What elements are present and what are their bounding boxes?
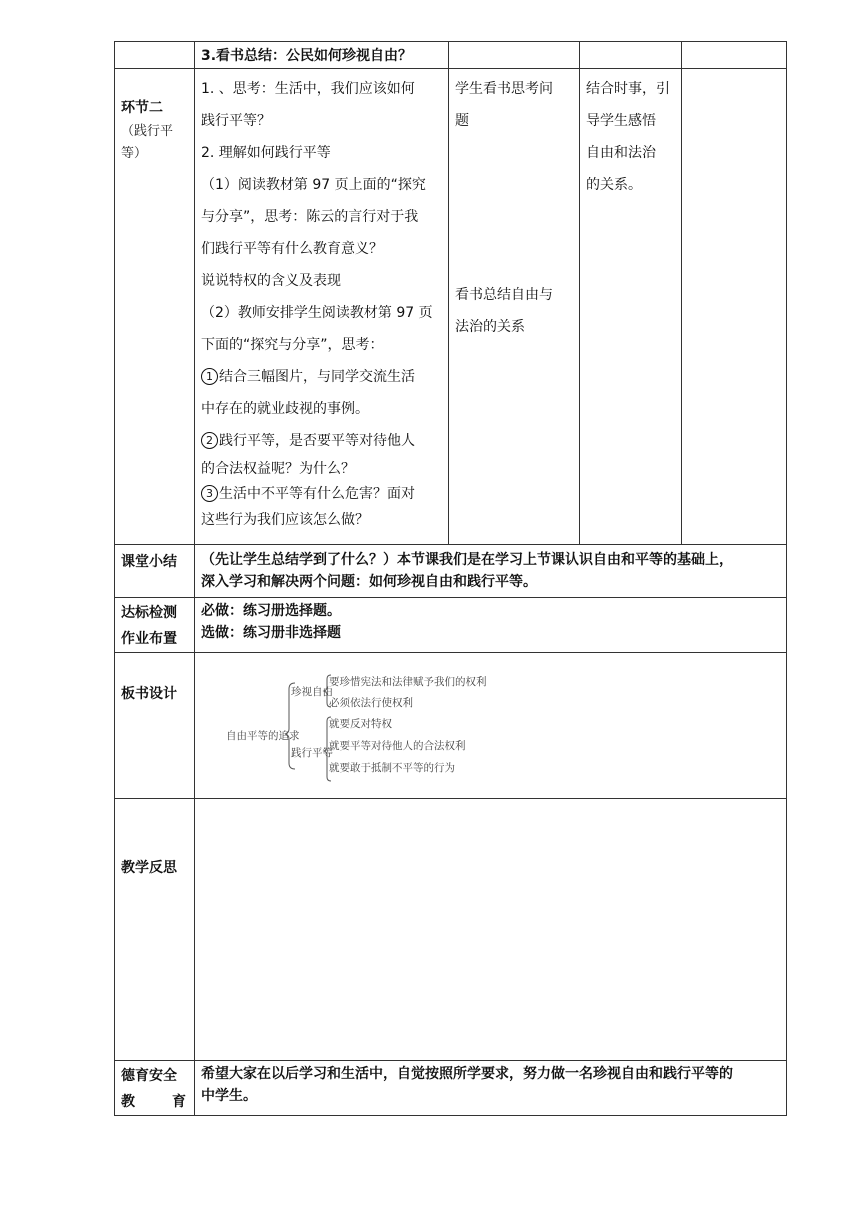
question-text: 生活中不平等有什么危害？面对 (219, 486, 415, 502)
board-branch-2: 践行平等 (291, 747, 333, 759)
intent-line: 结合时事，引 (586, 81, 670, 97)
section2-sublabel-2: 等） (121, 146, 148, 161)
board-diagram (195, 653, 785, 791)
content-line: （2）教师安排学生阅读教材第 97 页 (201, 305, 433, 321)
table-row-moral (115, 1061, 787, 1116)
homework-label-2: 作业布置 (121, 631, 177, 647)
table-row-summary (115, 545, 787, 598)
question-2 (201, 425, 442, 457)
content-line: 2. 理解如何践行平等 (201, 145, 331, 161)
question-1 (201, 361, 442, 393)
circled-number-1: 1 (201, 368, 218, 385)
summary-line-2: 深入学习和解决两个问题：如何珍视自由和践行平等。 (201, 574, 537, 590)
cell-content (195, 42, 449, 69)
section2-sublabel-1: （践行平 (121, 124, 174, 139)
moral-label-2a: 教 (121, 1094, 135, 1110)
moral-label-2 (121, 1089, 188, 1115)
content-line: 下面的“探究与分享”，思考： (201, 337, 384, 353)
board-root: 自由平等的追求 (226, 730, 300, 742)
board-label-cell (115, 653, 195, 799)
branch-2-item: 就要平等对待他人的合法权利 (329, 740, 466, 752)
section2-label-cell (115, 69, 195, 545)
empty-cell (449, 42, 580, 69)
reflection-label: 教学反思 (121, 860, 177, 876)
table-row-board (115, 653, 787, 799)
content-line: 中存在的就业歧视的事例。 (201, 401, 369, 417)
homework-label-1: 达标检测 (121, 605, 177, 621)
content-line: 这些行为我们应该怎么做？ (201, 512, 369, 528)
content-line: 践行平等？ (201, 113, 271, 129)
content-line: 的合法权益呢？为什么？ (201, 461, 355, 477)
board-branch-1: 珍视自由 (291, 686, 333, 698)
table-row-reflection (115, 799, 787, 1061)
section2-label: 环节二 (121, 100, 163, 116)
intent-line: 自由和法治 (586, 145, 656, 161)
moral-label-1: 德育安全 (121, 1068, 177, 1084)
branch-2-item: 就要敢于抵制不平等的行为 (329, 762, 455, 774)
moral-label-2b: 育 (172, 1094, 186, 1110)
question-text: 践行平等，是否要平等对待他人 (219, 433, 415, 449)
empty-cell (682, 69, 787, 545)
empty-cell (580, 42, 682, 69)
circled-number-3: 3 (201, 485, 218, 502)
intent-line: 的关系。 (586, 177, 642, 193)
student-line: 法治的关系 (455, 319, 525, 335)
moral-content-cell (195, 1061, 787, 1116)
branch-1-item: 必须依法行使权利 (329, 697, 413, 709)
reflection-content-cell (195, 799, 787, 1061)
table-row-homework (115, 598, 787, 653)
empty-cell (115, 42, 195, 69)
moral-label-cell (115, 1061, 195, 1116)
homework-content-cell (195, 598, 787, 653)
empty-cell (682, 42, 787, 69)
summary-label: 课堂小结 (121, 554, 177, 570)
student-line: 学生看书思考问 (455, 81, 553, 97)
student-line: 看书总结自由与 (455, 287, 553, 303)
summary-line-1: （先让学生总结学到了什么？）本节课我们是在学习上节课认识自由和平等的基础上， (201, 552, 733, 568)
branch-1-item: 要珍惜宪法和法律赋予我们的权利 (329, 676, 487, 688)
spacer (455, 137, 573, 279)
question-text: 结合三幅图片，与同学交流生活 (219, 369, 415, 385)
question-3 (201, 481, 442, 507)
table-row-continuation (115, 42, 787, 69)
board-label: 板书设计 (121, 686, 177, 702)
moral-line-2: 中学生。 (201, 1088, 257, 1104)
branch-2-item: 就要反对特权 (329, 718, 392, 730)
homework-label-cell (115, 598, 195, 653)
content-line: 说说特权的含义及表现 (201, 273, 341, 289)
section2-content-cell (195, 69, 449, 545)
content-line: （1）阅读教材第 97 页上面的“探究 (201, 177, 426, 193)
summary-label-cell (115, 545, 195, 598)
lesson-plan-table (114, 41, 787, 1116)
table-row-section2 (115, 69, 787, 545)
intent-line: 导学生感悟 (586, 113, 656, 129)
step-3-text: 3.看书总结：公民如何珍视自由？ (201, 48, 413, 64)
circled-number-2: 2 (201, 432, 218, 449)
board-diagram-cell (195, 653, 787, 799)
summary-content-cell (195, 545, 787, 598)
student-line: 题 (455, 113, 469, 129)
student-activity-cell (449, 69, 580, 545)
content-line: 们践行平等有什么教育意义？ (201, 241, 383, 257)
content-line: 1. 、思考：生活中，我们应该如何 (201, 81, 415, 97)
design-intent-cell (580, 69, 682, 545)
reflection-label-cell (115, 799, 195, 1061)
homework-optional: 选做：练习册非选择题 (201, 625, 341, 641)
content-line: 与分享”，思考：陈云的言行对于我 (201, 209, 419, 225)
moral-line-1: 希望大家在以后学习和生活中，自觉按照所学要求，努力做一名珍视自由和践行平等的 (201, 1066, 733, 1082)
homework-required: 必做：练习册选择题。 (201, 603, 341, 619)
